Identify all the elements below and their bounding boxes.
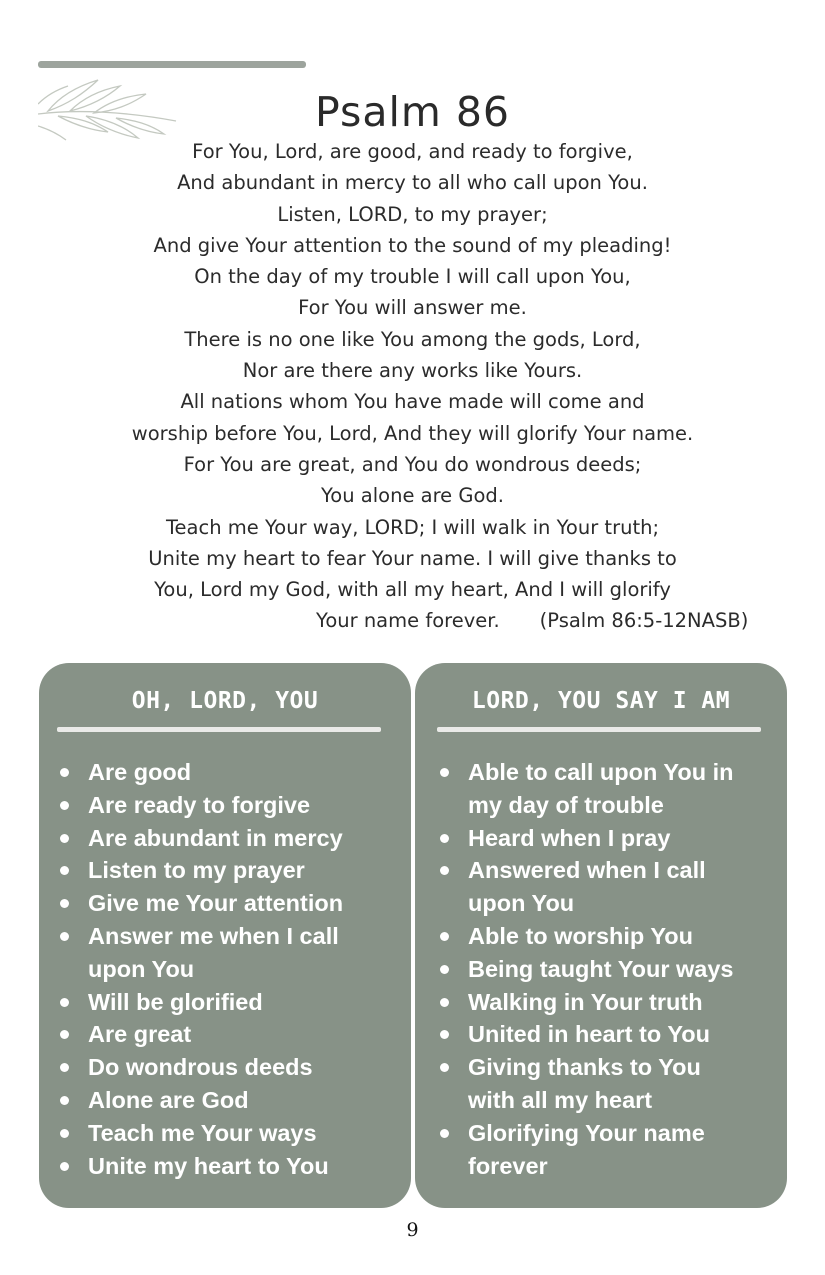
- psalm-line: Unite my heart to fear Your name. I will give thanks to: [148, 546, 677, 570]
- psalm-line: On the day of my trouble I will call upon You,: [194, 265, 631, 289]
- psalm-line: For You will answer me.: [298, 296, 527, 320]
- psalm-line: Your name forever.: [316, 609, 500, 633]
- psalm-text: [0, 136, 825, 637]
- page-title: Psalm 86: [314, 88, 511, 136]
- card-divider: [57, 727, 381, 732]
- list-item: Are good: [39, 756, 411, 789]
- list-item: Glorifying Your name: [415, 1117, 787, 1150]
- bullet-list: [415, 756, 787, 1182]
- card-title: LORD, YOU SAY I AM: [471, 688, 731, 714]
- list-item: Will be glorified: [39, 986, 411, 1019]
- psalm-line: Teach me Your way, LORD; I will walk in Your truth;: [165, 515, 660, 539]
- psalm-line: Listen, LORD, to my prayer;: [277, 202, 548, 226]
- list-item-continuation: with all my heart: [468, 1086, 653, 1113]
- decorative-brush-stroke: [38, 61, 306, 68]
- list-item-continuation: forever: [468, 1152, 548, 1179]
- list-item: Are ready to forgive: [39, 789, 411, 822]
- bullet-list: [39, 756, 411, 1182]
- list-item: Able to worship You: [415, 920, 787, 953]
- list-item: Walking in Your truth: [415, 986, 787, 1019]
- list-item: Answered when I call: [415, 854, 787, 887]
- list-item: Give me Your attention: [39, 887, 411, 920]
- psalm-line: And give Your attention to the sound of my pleading!: [153, 233, 672, 257]
- psalm-line: worship before You, Lord, And they will glorify Your name.: [131, 421, 694, 445]
- psalm-last-line: [0, 605, 825, 636]
- list-item-continuation: upon You: [88, 955, 195, 982]
- psalm-line: You, Lord my God, with all my heart, And I will glorify: [154, 578, 671, 602]
- list-item: Alone are God: [39, 1084, 411, 1117]
- psalm-line: There is no one like You among the gods, Lord,: [184, 327, 641, 351]
- list-item-continuation: upon You: [468, 890, 575, 917]
- list-item: United in heart to You: [415, 1018, 787, 1051]
- list-item: Heard when I pray: [415, 822, 787, 855]
- list-item: Are great: [39, 1018, 411, 1051]
- psalm-line: Nor are there any works like Yours.: [242, 359, 583, 383]
- list-item: Giving thanks to You: [415, 1051, 787, 1084]
- list-item: Do wondrous deeds: [39, 1051, 411, 1084]
- list-item: Being taught Your ways: [415, 953, 787, 986]
- card-title: OH, LORD, YOU: [131, 688, 319, 714]
- list-item: Teach me Your ways: [39, 1117, 411, 1150]
- list-item: Answer me when I call: [39, 920, 411, 953]
- list-item-continuation: my day of trouble: [468, 791, 664, 818]
- lord-you-say-i-am-card: [415, 663, 787, 1208]
- psalm-line: All nations whom You have made will come and: [180, 390, 645, 414]
- scripture-citation: (Psalm 86:5-12NASB): [539, 609, 749, 633]
- psalm-line: For You are great, and You do wondrous deeds;: [183, 452, 642, 476]
- card-divider: [437, 727, 761, 732]
- psalm-line: And abundant in mercy to all who call upon You.: [177, 171, 648, 195]
- list-item: Listen to my prayer: [39, 854, 411, 887]
- oh-lord-you-card: [39, 663, 411, 1208]
- list-item: Able to call upon You in: [415, 756, 787, 789]
- psalm-line: For You, Lord, are good, and ready to forgive,: [192, 140, 633, 163]
- psalm-line: You alone are God.: [320, 484, 504, 508]
- page-number: 9: [406, 1219, 419, 1241]
- list-item: Are abundant in mercy: [39, 822, 411, 855]
- list-item: Unite my heart to You: [39, 1150, 411, 1183]
